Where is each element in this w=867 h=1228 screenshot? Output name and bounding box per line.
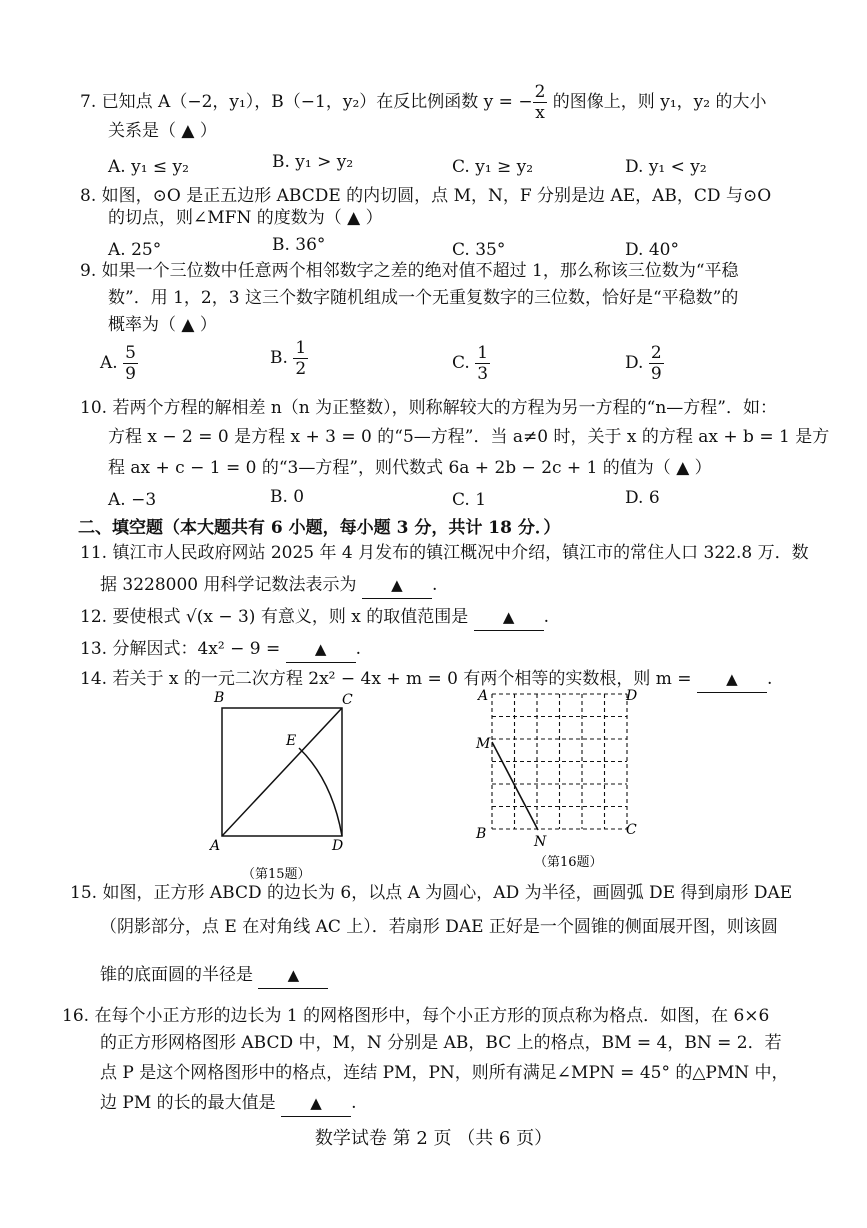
q9-option-d-label: D. (625, 353, 644, 373)
q9-option-c-label: C. (452, 353, 470, 373)
q9-option-c (452, 343, 490, 384)
q9-option-b-num: 1 (295, 338, 307, 358)
figure-16 (470, 684, 650, 874)
fig16-label-a: A (478, 688, 489, 704)
fig15-caption: （第15题） (242, 867, 311, 882)
q13-text: 分解因式：4x² − 9 = (112, 639, 281, 659)
q8-option-d: D. 40° (625, 240, 679, 260)
q10-option-c: C. 1 (452, 490, 487, 510)
q14-line (80, 666, 772, 693)
fig15-label-d: D (332, 838, 344, 854)
fig15-label-a: A (210, 838, 221, 854)
q9-option-d-num: 2 (650, 343, 662, 363)
fig15-label-c: C (342, 692, 353, 708)
q7-line1 (80, 82, 766, 123)
q11-line2 (100, 572, 437, 599)
fig16-label-d: D (626, 688, 638, 704)
q16-number: 16. (62, 1006, 90, 1026)
q16-line4 (100, 1090, 356, 1117)
q11-period: . (431, 575, 438, 595)
q15-line2: （阴影部分，点 E 在对角线 AC 上）．若扇形 DAE 正好是一个圆锥的侧面展开图，则该圆 (100, 917, 778, 937)
q9-option-a (100, 343, 138, 384)
q10-option-d: D. 6 (625, 488, 660, 508)
q8-option-c: C. 35° (452, 240, 506, 260)
q9-text: 如果一个三位数中任意两个相邻数字之差的绝对值不超过 1，那么称该三位数为“平稳 (101, 261, 739, 281)
q7-option-a: A. y₁ ≤ y₂ (108, 157, 189, 177)
section-title-fill-in: 二、填空题（本大题共有 6 小题，每小题 3 分，共计 18 分．） (78, 518, 561, 538)
q14-answer-blank[interactable]: ▲ (697, 666, 767, 693)
q16-answer-blank[interactable]: ▲ (281, 1090, 351, 1117)
q13-answer-blank[interactable]: ▲ (286, 636, 356, 663)
fig15-label-b: B (214, 690, 225, 706)
q13-line (80, 636, 361, 663)
q7-text2: 的图像上，则 y₁，y₂ 的大小 (547, 92, 767, 112)
q8-option-b: B. 36° (272, 235, 326, 255)
q11-line2-text: 据 3228000 用科学记数法表示为 (100, 575, 357, 595)
q12-number: 12. (80, 607, 108, 627)
q12-line (80, 604, 549, 631)
fig16-caption: （第16题） (534, 855, 603, 870)
q11-number: 11. (80, 543, 108, 563)
q10-number: 10. (80, 398, 108, 418)
q13-period: . (355, 639, 361, 659)
q11-text: 镇江市人民政府网站 2025 年 4 月发布的镇江概况中介绍，镇江市的常住人口 322.8 万．数 (112, 543, 809, 563)
q15-line3 (100, 962, 328, 989)
q9-option-b (270, 338, 308, 379)
q15-number: 15. (70, 883, 98, 903)
q7-fraction (533, 82, 548, 123)
q9-line1 (80, 258, 739, 284)
page-footer: 数学试卷 第 2 页 （共 6 页） (314, 1128, 553, 1149)
q10-line1 (80, 395, 777, 421)
q9-number: 9. (80, 261, 97, 281)
fig15-diagonal-ac (222, 708, 342, 836)
q8-text: 如图，⊙O 是正五边形 ABCDE 的内切圆，点 M，N，F 分别是边 AE，AB，CD 与⊙O (101, 186, 772, 206)
q9-line3: 概率为（ ▲ ） (108, 315, 217, 335)
fig15-label-e: E (286, 733, 297, 749)
q9-option-c-den: 3 (477, 364, 489, 384)
q14-number: 14. (80, 669, 108, 689)
q14-text: 若关于 x 的一元二次方程 2x² − 4x + m = 0 有两个相等的实数根，则 m = (112, 669, 692, 689)
q9-option-a-den: 9 (125, 364, 136, 384)
q13-number: 13. (80, 639, 108, 659)
fig16-label-b: B (476, 826, 487, 842)
q10-text: 若两个方程的解相差 n（n 为正整数），则称解较大的方程为另一方程的“n—方程”．如： (112, 398, 777, 418)
q9-option-d (625, 343, 664, 384)
q7-option-d: D. y₁ < y₂ (625, 157, 707, 177)
q9-option-a-num: 5 (125, 343, 136, 363)
q15-line3-text: 锥的底面圆的半径是 (100, 965, 253, 985)
q12-period: . (543, 607, 550, 627)
q9-option-a-label: A. (100, 353, 118, 373)
q7-option-c: C. y₁ ≥ y₂ (452, 157, 534, 177)
q16-line1 (62, 1003, 769, 1029)
q9-option-b-den: 2 (295, 359, 307, 379)
q12-answer-blank[interactable]: ▲ (474, 604, 544, 631)
q16-line3: 点 P 是这个网格图形中的格点，连结 PM，PN，则所有满足∠MPN = 45° 的△PMN 中， (100, 1063, 789, 1083)
q7-line2: 关系是（ ▲ ） (108, 121, 217, 141)
q16-line4-text: 边 PM 的长的最大值是 (100, 1093, 276, 1113)
fig16-label-c: C (626, 822, 637, 838)
q15-line1 (70, 880, 792, 906)
q14-period: . (766, 669, 773, 689)
q7-frac-num: 2 (534, 82, 546, 102)
q8-line2: 的切点，则∠MFN 的度数为（ ▲ ） (108, 208, 383, 228)
fig15-arc-de (299, 748, 342, 836)
fig16-grid (492, 694, 627, 829)
q9-option-c-num: 1 (477, 343, 489, 363)
q9-option-b-label: B. (270, 348, 288, 368)
q16-period: . (351, 1093, 357, 1113)
q7-frac-den: x (535, 103, 545, 123)
q7-text: 已知点 A（−2，y₁），B（−1，y₂）在反比例函数 y = − (101, 92, 533, 112)
q11-line1 (80, 540, 809, 566)
figure-15 (200, 690, 380, 890)
q16-line2: 的正方形网格图形 ABCD 中，M，N 分别是 AB，BC 上的格点，BM = 4，BN = 2．若 (100, 1033, 782, 1053)
q8-number: 8. (80, 186, 97, 206)
q12-text: 要使根式 √(x − 3) 有意义，则 x 的取值范围是 (112, 607, 469, 627)
q7-number: 7. (80, 92, 97, 112)
q10-option-a: A. −3 (108, 490, 157, 510)
q10-line3: 程 ax + c − 1 = 0 的“3—方程”，则代数式 6a + 2b − 2c + 1 的值为（ ▲ ） (108, 458, 712, 478)
q8-option-a: A. 25° (108, 240, 162, 260)
q10-line2: 方程 x − 2 = 0 是方程 x + 3 = 0 的“5—方程”．当 a≠0 时，关于 x 的方程 ax + b = 1 是方 (108, 427, 830, 447)
q9-line2: 数”．用 1，2，3 这三个数字随机组成一个无重复数字的三位数，恰好是“平稳数”的 (108, 288, 739, 308)
q16-text: 在每个小正方形的边长为 1 的网格图形中，每个小正方形的顶点称为格点．如图，在 6×6 (94, 1006, 770, 1026)
q15-text: 如图，正方形 ABCD 的边长为 6，以点 A 为圆心，AD 为半径，画圆弧 DE 得到扇形 DAE (102, 883, 793, 903)
q10-option-b: B. 0 (270, 487, 305, 507)
q11-answer-blank[interactable]: ▲ (362, 572, 432, 599)
q9-option-d-den: 9 (650, 364, 662, 384)
q7-option-b: B. y₁ > y₂ (272, 152, 354, 172)
fig16-label-n: N (534, 834, 547, 850)
q15-answer-blank[interactable]: ▲ (258, 962, 328, 989)
fig16-label-m: M (476, 736, 491, 752)
